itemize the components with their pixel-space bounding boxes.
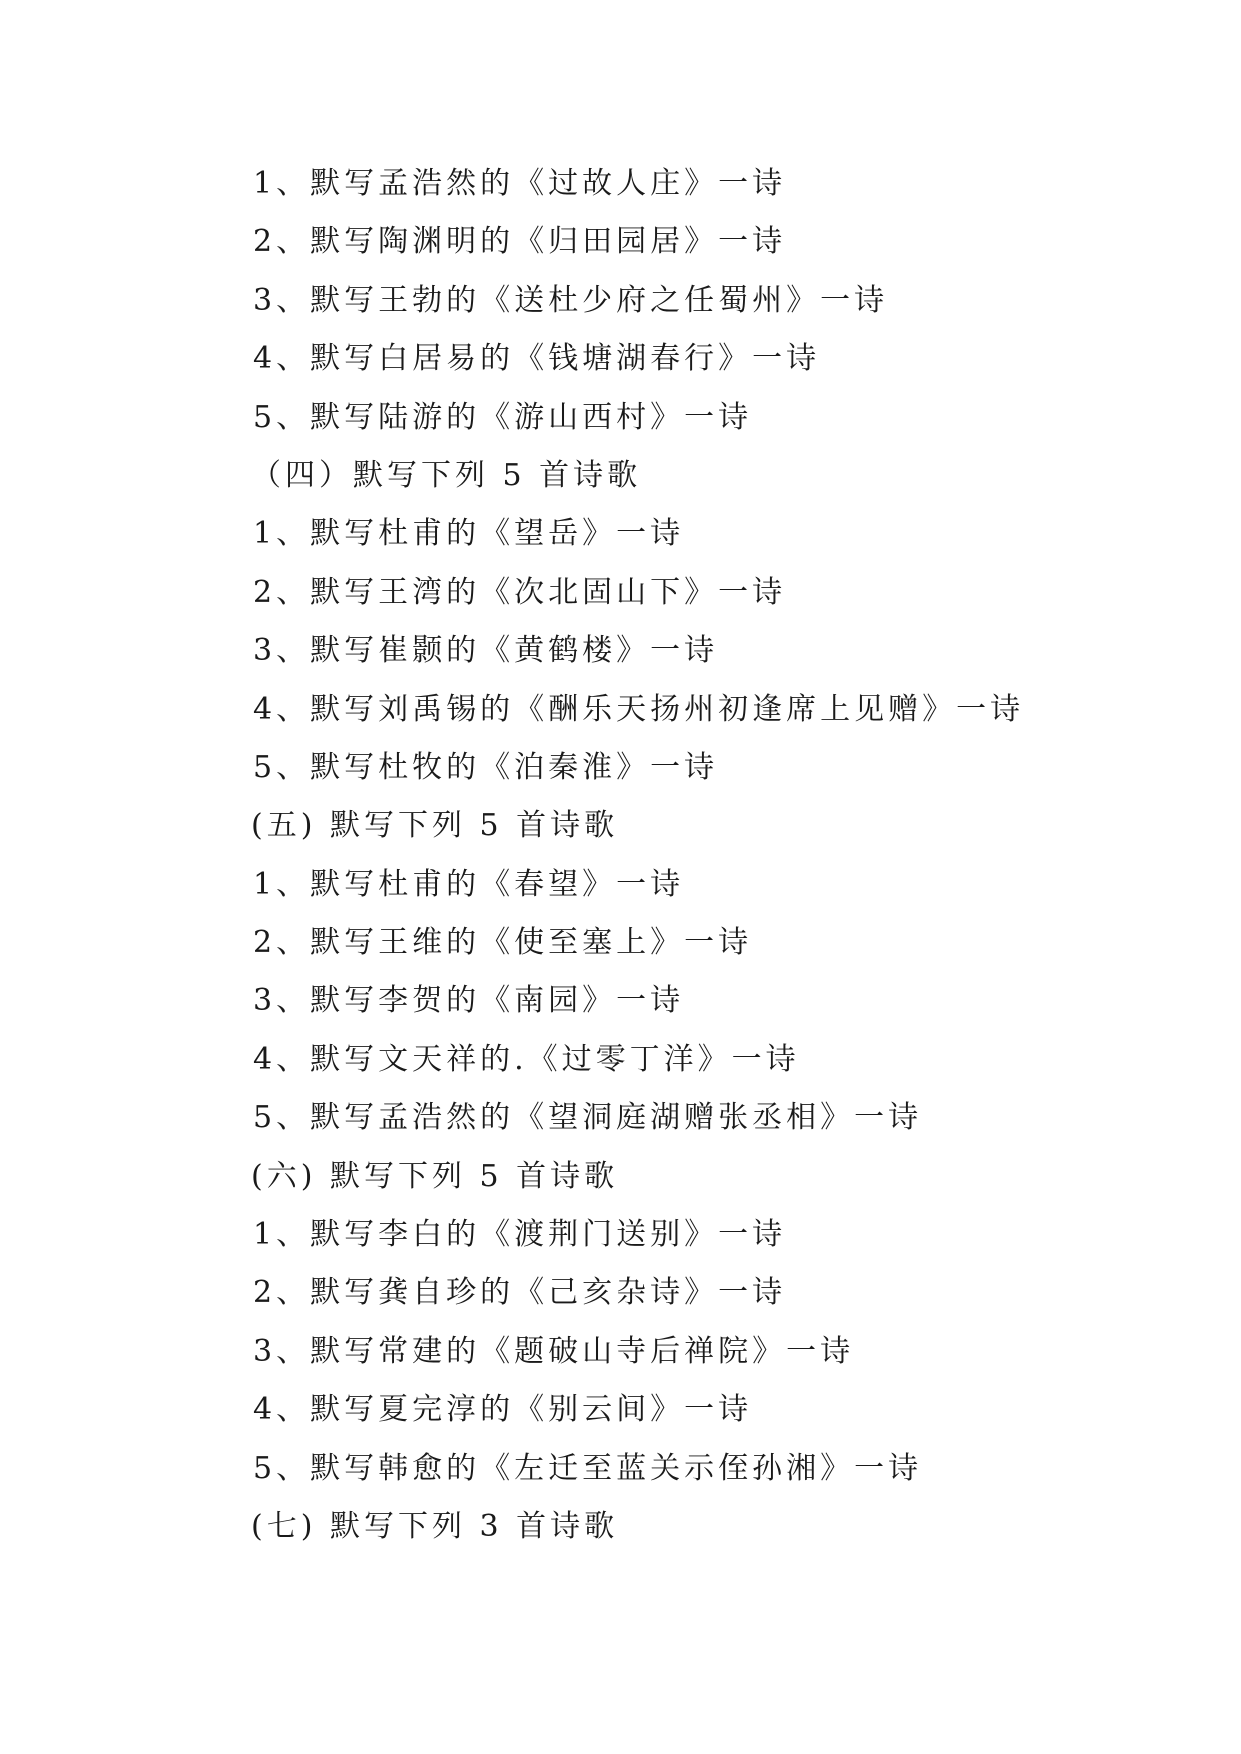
list-item: 5、默写陆游的《游山西村》一诗 — [253, 399, 753, 435]
list-item: 1、默写杜甫的《春望》一诗 — [253, 866, 685, 902]
section-heading: (五) 默写下列 5 首诗歌 — [251, 808, 619, 844]
list-item: 3、默写王勃的《送杜少府之任蜀州》一诗 — [253, 282, 889, 318]
list-item: 1、默写杜甫的《望岳》一诗 — [253, 516, 685, 552]
poem-list — [253, 155, 1153, 1556]
list-item: 5、默写杜牧的《泊秦淮》一诗 — [253, 749, 719, 785]
list-item: 2、默写陶渊明的《归田园居》一诗 — [253, 224, 787, 260]
section-heading: (七) 默写下列 3 首诗歌 — [251, 1508, 619, 1544]
list-item: 3、默写李贺的《南园》一诗 — [253, 983, 685, 1019]
list-item: 2、默写王维的《使至塞上》一诗 — [253, 925, 753, 961]
list-item: 4、默写夏完淳的《别云间》一诗 — [253, 1392, 753, 1428]
list-item: 5、默写孟浩然的《望洞庭湖赠张丞相》一诗 — [253, 1100, 923, 1136]
list-item: 2、默写王湾的《次北固山下》一诗 — [253, 574, 787, 610]
section-heading: （四）默写下列 5 首诗歌 — [251, 457, 642, 493]
list-item: 1、默写李白的《渡荆门送别》一诗 — [253, 1217, 787, 1253]
list-item: 3、默写常建的《题破山寺后禅院》一诗 — [253, 1333, 855, 1369]
list-item: 1、默写孟浩然的《过故人庄》一诗 — [253, 166, 787, 201]
list-item: 4、默写刘禹锡的《酬乐天扬州初逢席上见赠》一诗 — [253, 691, 1025, 727]
section-heading: (六) 默写下列 5 首诗歌 — [251, 1158, 619, 1194]
list-item: 4、默写文天祥的.《过零丁洋》一诗 — [253, 1041, 800, 1077]
list-item: 5、默写韩愈的《左迁至蓝关示侄孙湘》一诗 — [253, 1450, 923, 1486]
list-item: 3、默写崔颢的《黄鹤楼》一诗 — [253, 633, 719, 669]
list-item: 4、默写白居易的《钱塘湖春行》一诗 — [253, 341, 821, 377]
list-item: 2、默写龚自珍的《己亥杂诗》一诗 — [253, 1275, 787, 1311]
